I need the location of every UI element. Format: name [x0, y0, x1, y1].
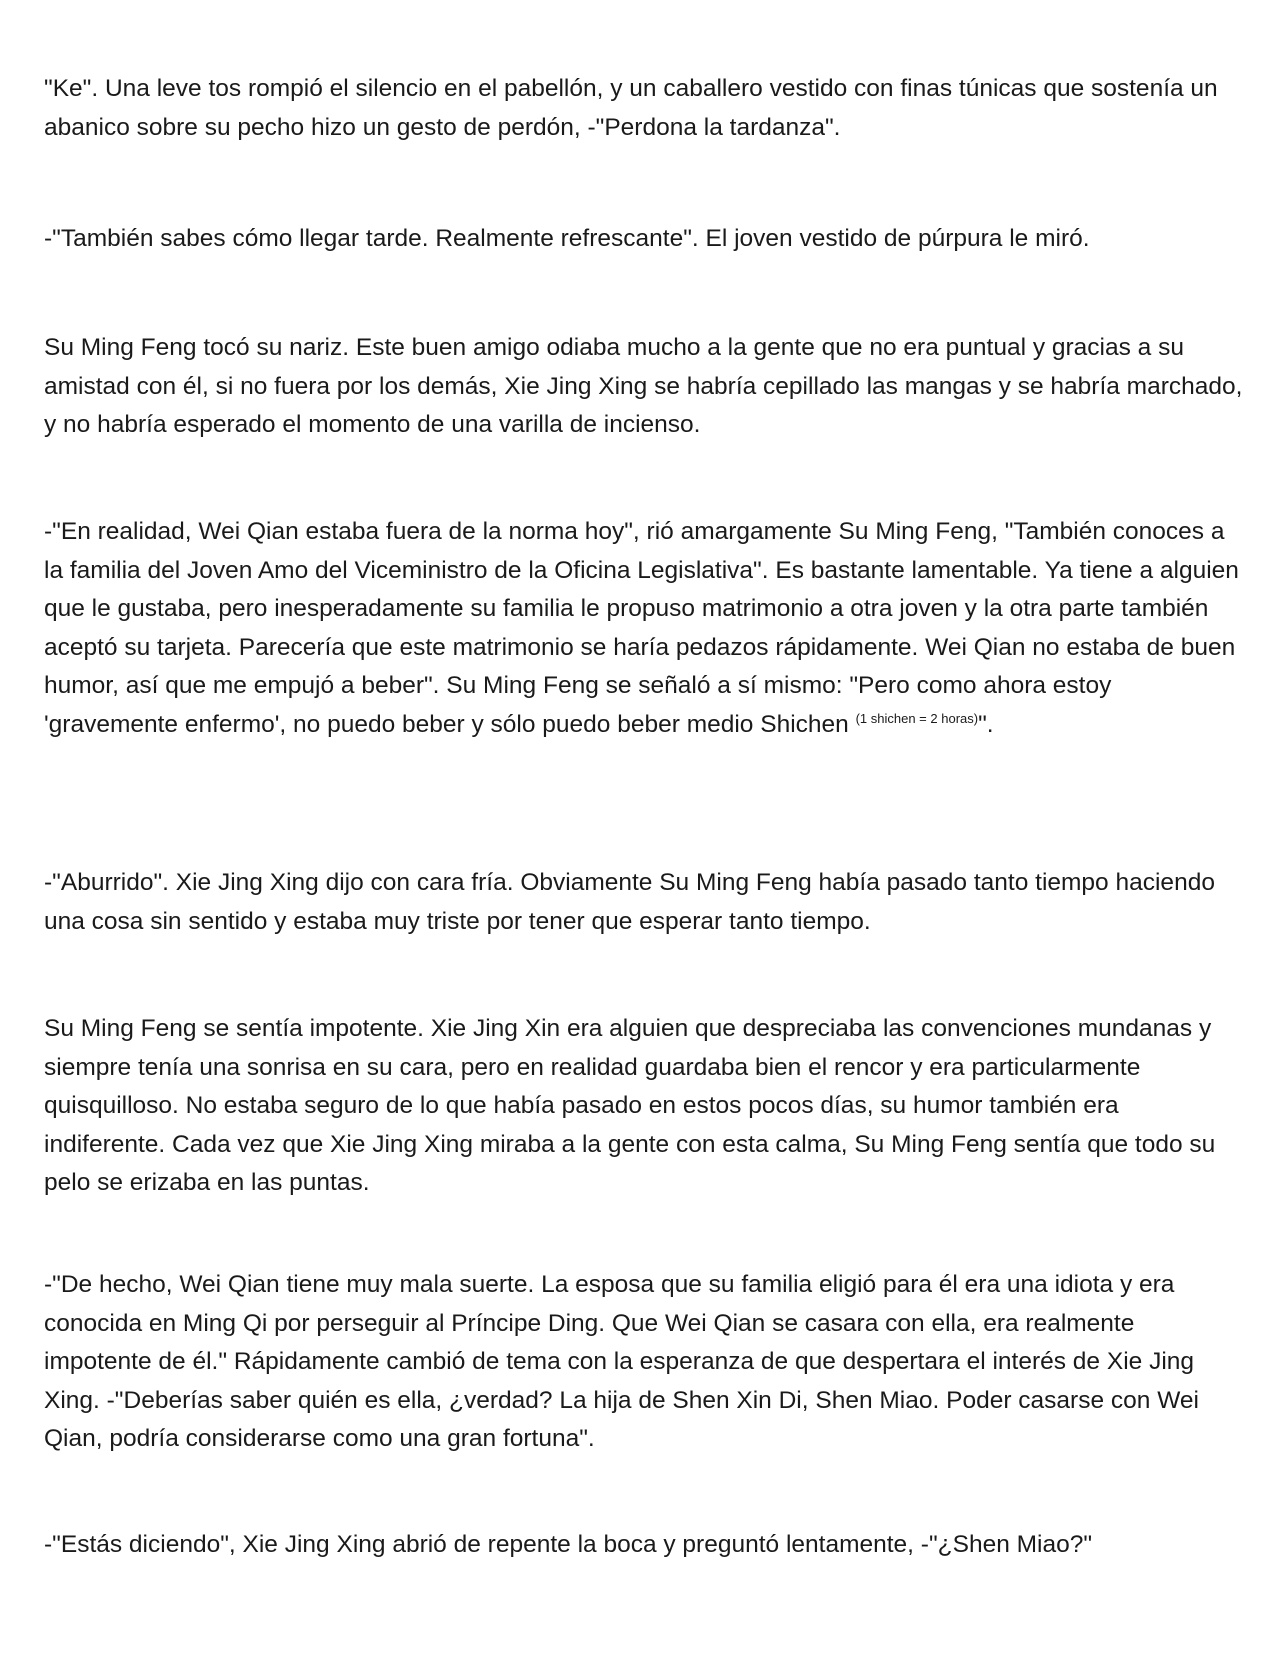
paragraph-4-tail: ".	[978, 710, 994, 738]
paragraph-7: -"De hecho, Wei Qian tiene muy mala suerte. La esposa que su familia eligió para él era una idiota y era conocida en Ming Qi por perseguir al Príncipe Ding. Que Wei Qian se casara con ella, era realmente impotente de él." Rápidamente cambió de tema con la esperanza de que despertara el interés de Xie Jing Xing. -"Deberías saber quién es ella, ¿verdad? La hija de Shen Xin Di, Shen Miao. Poder casarse con Wei Qian, podría considerarse como una gran fortuna".	[44, 1271, 1199, 1452]
paragraph-5: -"Aburrido". Xie Jing Xing dijo con cara fría. Obviamente Su Ming Feng había pasado tanto tiempo haciendo una cosa sin sentido y estaba muy triste por tener que esperar tanto tiempo.	[44, 869, 1215, 935]
footnote-superscript: (1 shichen = 2 horas)	[855, 710, 979, 726]
paragraph-1: "Ke". Una leve tos rompió el silencio en el pabellón, y un caballero vestido con finas túnicas que sostenía un abanico sobre su pecho hizo un gesto de perdón, -"Perdona la tardanza".	[44, 75, 1218, 141]
paragraph-3: Su Ming Feng tocó su nariz. Este buen amigo odiaba mucho a la gente que no era puntual y gracias a su amistad con él, si no fuera por los demás, Xie Jing Xing se habría cepillado las mangas y se habría marchado, y no habría esperado el momento de una varilla de incienso.	[44, 334, 1243, 438]
paragraph-2: -"También sabes cómo llegar tarde. Realmente refrescante". El joven vestido de púrpura le miró.	[44, 225, 1090, 252]
paragraph-4-text: -"En realidad, Wei Qian estaba fuera de la norma hoy", rió amargamente Su Ming Feng, "También conoces a la familia del Joven Amo del Viceministro de la Oficina Legislativa". Es bastante lamentable. Ya tiene a alguien que le gustaba, pero inesperadamente su familia le propuso matrimonio a otra joven y la otra parte también aceptó su tarjeta. Parecería que este matrimonio se haría pedazos rápidamente. Wei Qian no estaba de buen humor, así que me empujó a beber". Su Ming Feng se señaló a sí mismo: "Pero como ahora estoy 'gravemente enfermo', no puedo beber y sólo puedo beber medio Shichen	[44, 518, 1239, 738]
paragraph-6: Su Ming Feng se sentía impotente. Xie Jing Xin era alguien que despreciaba las convenciones mundanas y siempre tenía una sonrisa en su cara, pero en realidad guardaba bien el rencor y era particularmente quisquilloso. No estaba seguro de lo que había pasado en estos pocos días, su humor también era indiferente. Cada vez que Xie Jing Xing miraba a la gente con esta calma, Su Ming Feng sentía que todo su pelo se erizaba en las puntas.	[44, 1015, 1216, 1196]
paragraph-8: -"Estás diciendo", Xie Jing Xing abrió de repente la boca y preguntó lentamente, -"¿Shen Miao?"	[44, 1531, 1093, 1558]
paragraph-4	[44, 513, 1244, 744]
